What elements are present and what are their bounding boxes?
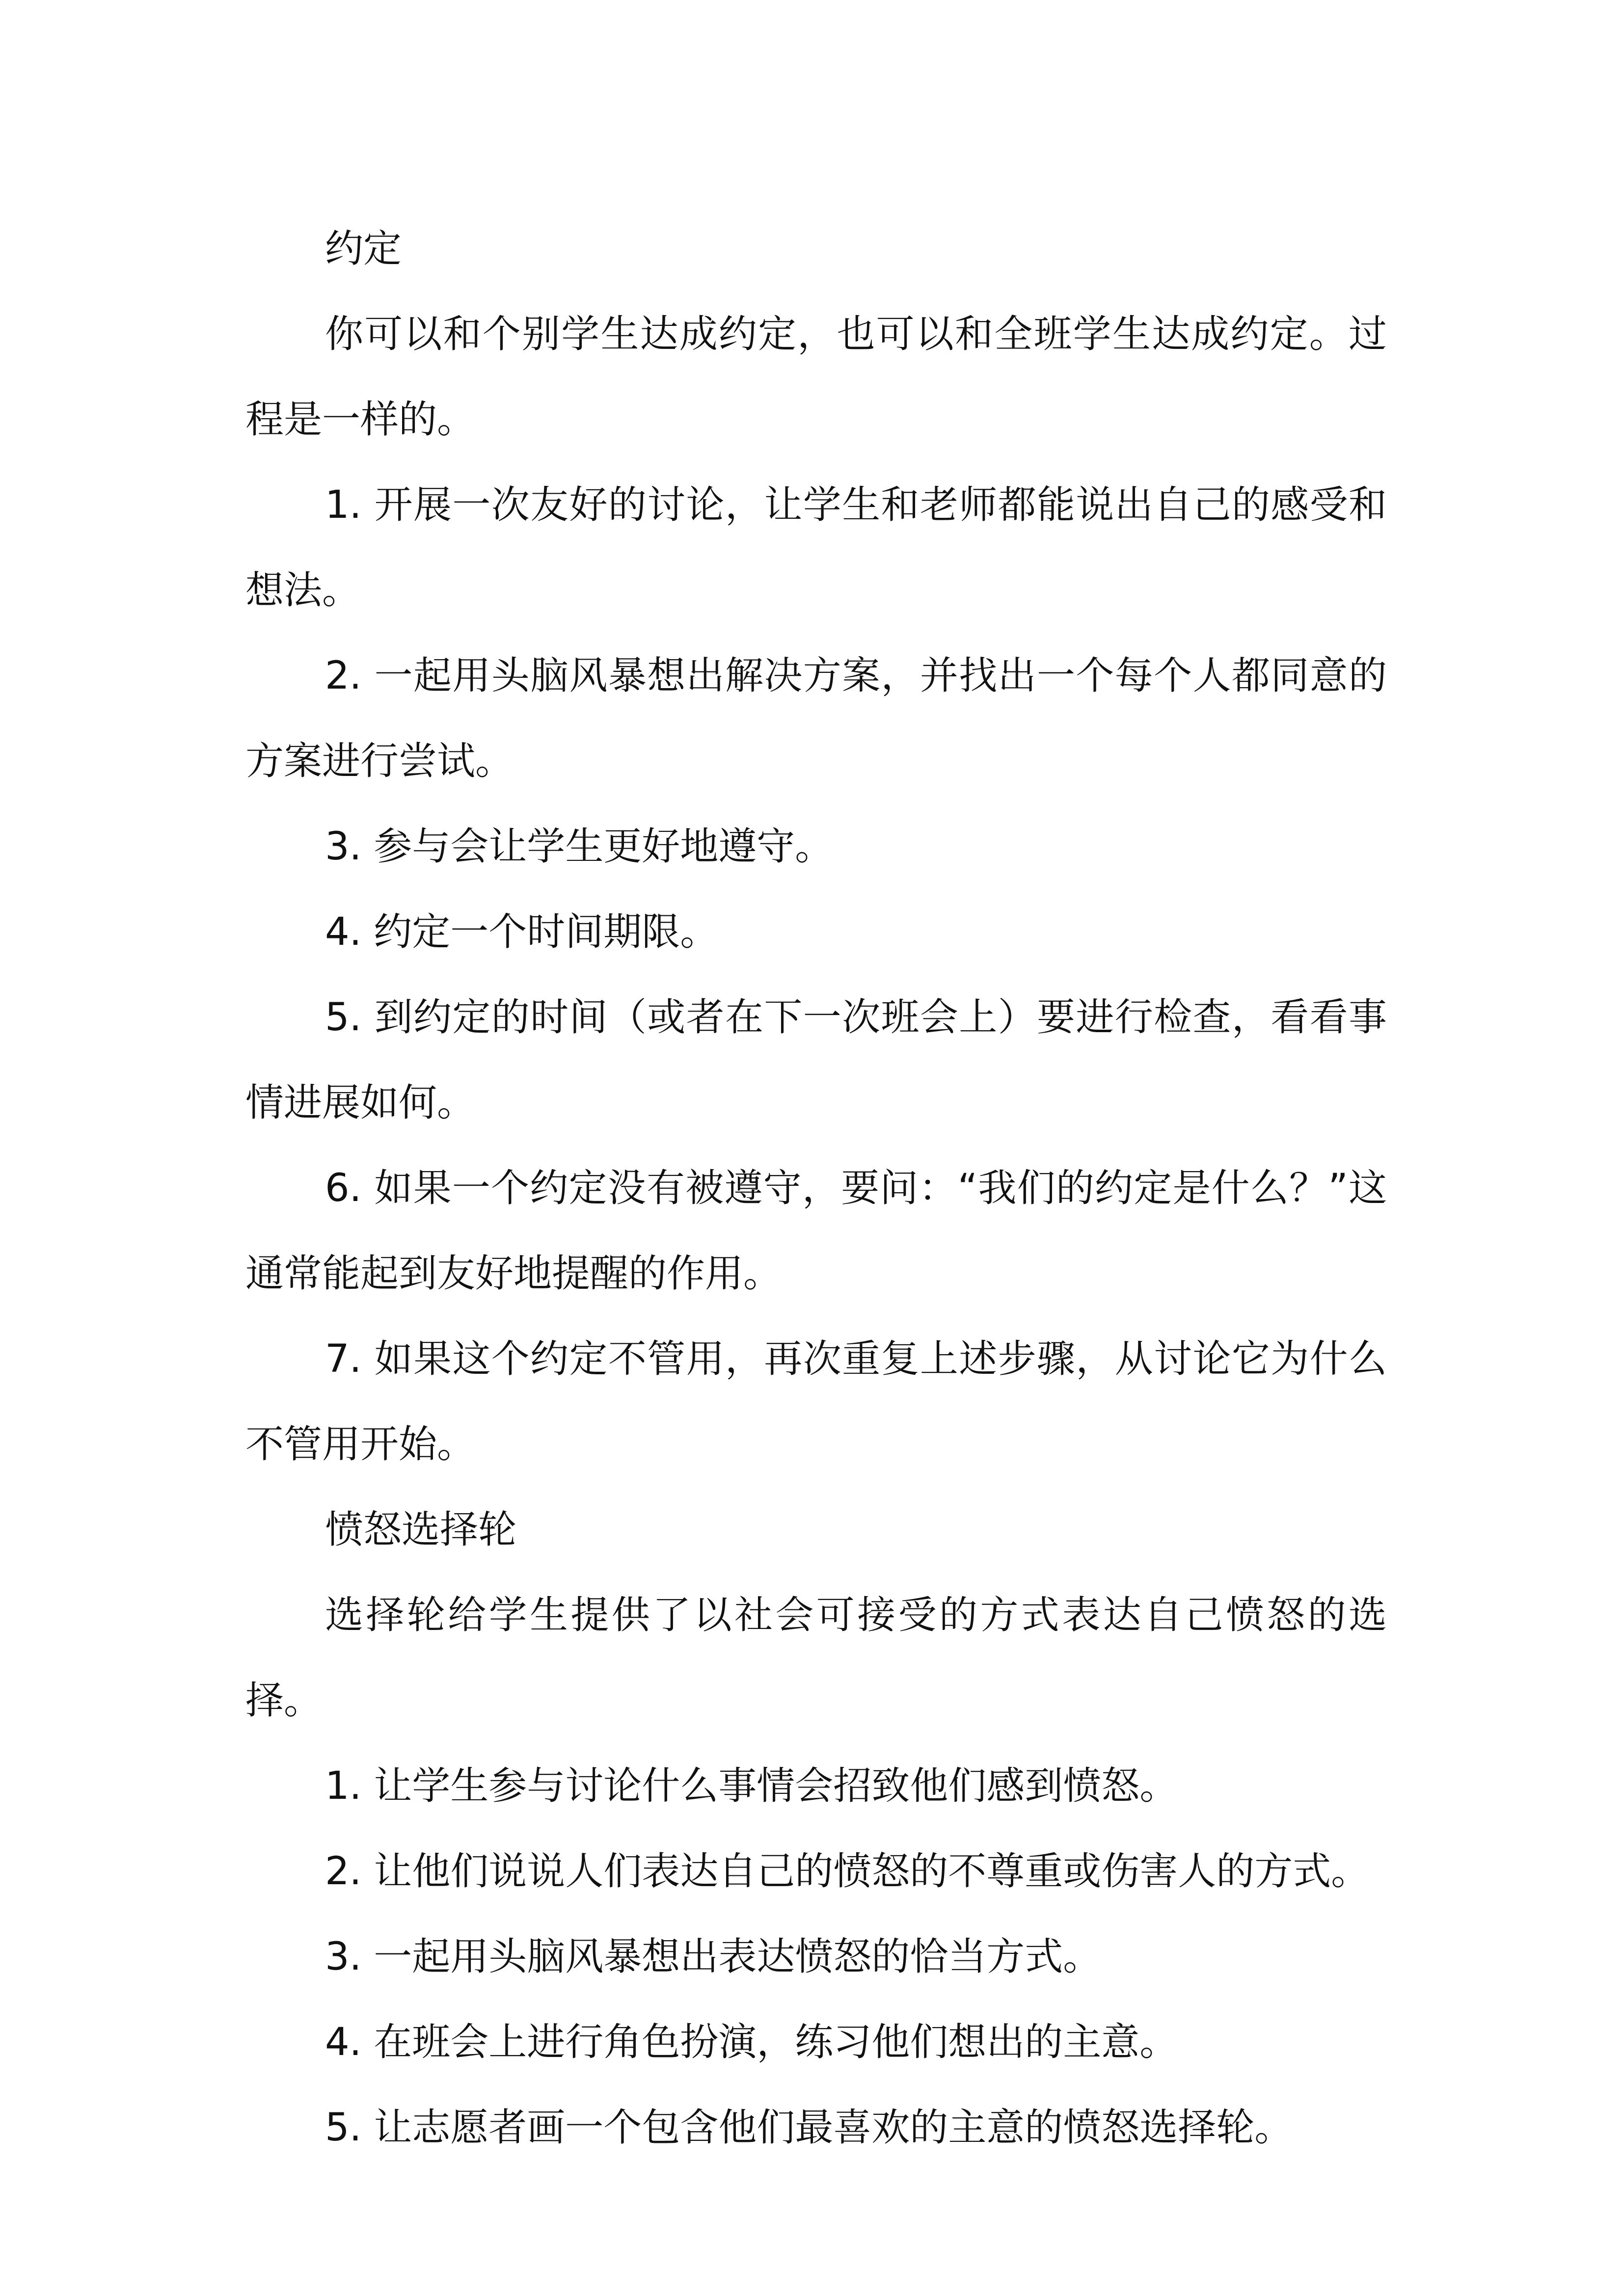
list-item-6: 6. 如果一个约定没有被遵守，要问：“我们的约定是什么？”这通常能起到友好地提醒的作用。 [245, 1166, 1387, 1296]
section-heading-anger-wheel: 愤怒选择轮 [325, 1508, 517, 1552]
list-item-4: 4. 约定一个时间期限。 [325, 910, 719, 954]
list-item-1: 1. 开展一次友好的讨论，让学生和老师都能说出自己的感受和想法。 [245, 483, 1387, 613]
anger-list-item-5: 5. 让志愿者画一个包含他们最喜欢的主意的愤怒选择轮。 [325, 2106, 1293, 2150]
anger-list-item-4: 4. 在班会上进行角色扮演，练习他们想出的主意。 [325, 2020, 1178, 2064]
anger-list-item-3: 3. 一起用头脑风暴想出表达愤怒的恰当方式。 [325, 1935, 1102, 1979]
list-item-3: 3. 参与会让学生更好地遵守。 [325, 825, 834, 869]
document-body [245, 206, 1387, 2170]
paragraph-intro: 你可以和个别学生达成约定，也可以和全班学生达成约定。过程是一样的。 [245, 312, 1387, 442]
anger-list-item-1: 1. 让学生参与讨论什么事情会招致他们感到愤怒。 [325, 1764, 1178, 1808]
list-item-7: 7. 如果这个约定不管用，再次重复上述步骤，从讨论它为什么不管用开始。 [245, 1337, 1387, 1467]
section-heading-agreement: 约定 [325, 227, 402, 271]
list-item-5: 5. 到约定的时间（或者在下一次班会上）要进行检查，看看事情进展如何。 [245, 995, 1387, 1125]
anger-list-item-2: 2. 让他们说说人们表达自己的愤怒的不尊重或伤害人的方式。 [325, 1849, 1370, 1894]
list-item-2: 2. 一起用头脑风暴想出解决方案，并找出一个每个人都同意的方案进行尝试。 [245, 654, 1387, 783]
paragraph-anger-intro: 选择轮给学生提供了以社会可接受的方式表达自己愤怒的选择。 [245, 1593, 1387, 1723]
